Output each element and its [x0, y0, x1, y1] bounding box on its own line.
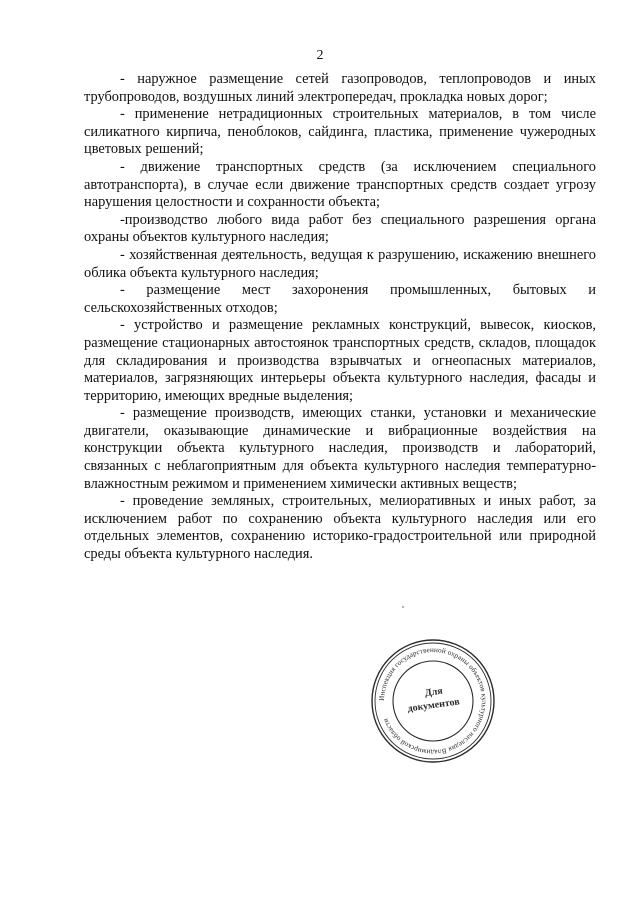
speck-mark [402, 606, 404, 608]
paragraph: - хозяйственная деятельность, ведущая к разрушению, искажению внешнего облика объекта культурного наследия; [84, 246, 596, 281]
stamp-center-line1: Для [424, 685, 444, 699]
seal-stamp [369, 637, 497, 765]
paragraph: - применение нетрадиционных строительных материалов, в том числе силикатного кирпича, пеноблоков, сайдинга, пластика, применение чужеродных цветовых решений; [84, 106, 596, 158]
paragraph: - наружное размещение сетей газопроводов, теплопроводов и иных трубопроводов, воздушных линий электропередач, прокладка новых дорог; [84, 71, 596, 105]
paragraph: - размещение производств, имеющих станки, установки и механические двигатели, оказывающие динамические и вибрационные воздействия на конструкции объекта культурного наследия, производств и лабораторий, связанных с неблагоприятным для объекта культурного наследия температурно-влажностным режимом и применением химически активных веществ; [84, 405, 596, 492]
document-body [84, 71, 596, 564]
paragraph: - проведение земляных, строительных, мелиоративных и иных работ, за исключением работ по сохранению объекта культурного наследия или его отдельных элементов, сохранению историко-градостроительной или природной среды объекта культурного наследия. [84, 493, 596, 563]
paragraph: - движение транспортных средств (за исключением специального автотранспорта), в случае если движение транспортных средств создает угрозу нарушения целостности и сохранности объекта; [84, 158, 596, 211]
paragraph: - размещение мест захоронения промышленных, бытовых и сельскохозяйственных отходов; [84, 282, 596, 316]
page-number: 2 [316, 48, 324, 63]
paragraph: - устройство и размещение рекламных конструкций, вывесок, киосков, размещение стационарных автостоянок транспортных средств, складов, площадок для складирования и производства взрывчатых и огнеопасных материалов, материалов, загрязняющих интерьеры объекта культурного наследия, фасады и территорию, имеющих вредные выделения; [84, 317, 596, 404]
stamp-center-line2: документов [406, 696, 461, 715]
paragraph: -производство любого вида работ без специального разрешения органа охраны объектов культурного наследия; [84, 211, 596, 246]
stamp-ring-text: Инспекция государственной охраны объектов культурного наследия Владимирской области [377, 645, 489, 757]
